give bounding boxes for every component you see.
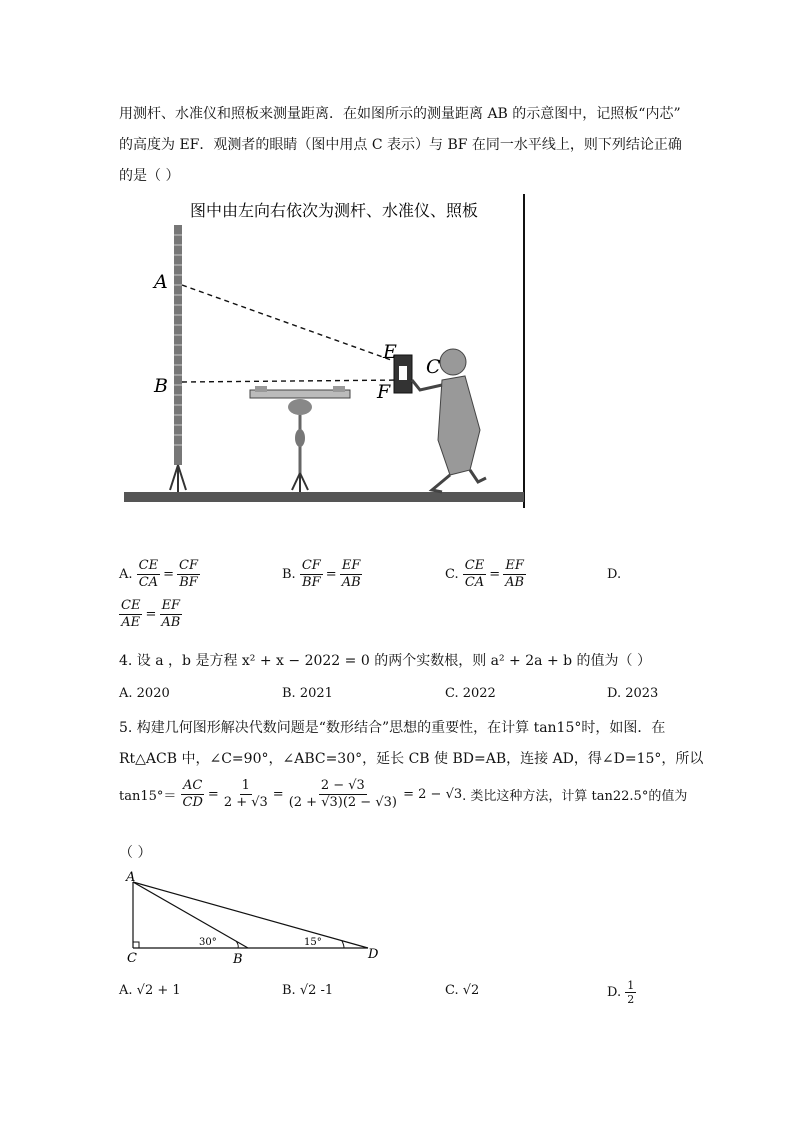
q3-text-line2: 的高度为 EF．观测者的眼睛（图中用点 C 表示）与 BF 在同一水平线上，则下列结论正确: [119, 137, 682, 153]
label-C: C: [426, 356, 441, 378]
q5-formula-line: tan15°＝ $\frac{AC}{CD}$ = $\frac{1}{2 + √3}$ = $\frac{2 - √3}{(2 + √3)(2 - √3)}$ = 2 − √3. 类比这种方法，计算 tan22.5°的值为: [119, 778, 688, 810]
tri-label-A: A: [126, 870, 136, 885]
q4-option-b: B. 2021: [282, 686, 333, 701]
q4-option-a: A. 2020: [119, 686, 170, 701]
q3-option-c: C. $\frac{CE}{CA}$ = $\frac{EF}{AB}$: [445, 558, 525, 590]
ground: [124, 492, 524, 502]
sight-line-bf: [182, 380, 405, 382]
label-E: E: [383, 341, 397, 363]
observer-figure: [412, 349, 486, 492]
figure-caption: 图中由左向右依次为测杆、水准仪、照板: [190, 201, 479, 220]
sight-line-ae: [182, 285, 405, 365]
q5-option-b: B. √2 -1: [282, 983, 334, 998]
q4-option-c: C. 2022: [445, 686, 496, 701]
q3-option-b: B. $\frac{CF}{BF}$ = $\frac{EF}{AB}$: [282, 558, 361, 590]
q3-option-d: $\frac{CE}{AE}$ = $\frac{EF}{AB}$: [121, 598, 181, 630]
q5-option-a: A. √2 + 1: [119, 983, 181, 998]
board-inner-core: [399, 366, 407, 380]
label-A: A: [154, 271, 168, 293]
segment-ad: [133, 882, 368, 948]
q3-option-d-letter: D.: [607, 567, 622, 582]
segment-ab: [133, 882, 248, 948]
q5-option-c: C. √2: [445, 983, 480, 998]
q3-figure: [120, 190, 530, 515]
label-B: B: [154, 375, 168, 397]
angle-15-label: 15°: [304, 937, 322, 948]
q5-triangle-figure: [118, 868, 388, 966]
angle-30-label: 30°: [199, 937, 217, 948]
q3-text-line3: 的是（ ）: [119, 168, 180, 184]
q3-option-a: A. $\frac{CE}{CA}$ = $\frac{CF}{BF}$: [119, 558, 198, 590]
q5-answer-paren: （ ）: [119, 845, 152, 861]
pole-tripod: [170, 465, 186, 492]
level-instrument: [250, 386, 350, 492]
right-angle-mark: [133, 942, 139, 948]
tri-label-C: C: [127, 951, 137, 966]
tri-label-B: B: [233, 952, 243, 966]
q5-text-line1: 5. 构建几何图形解决代数问题是“数形结合”思想的重要性，在计算 tan15°时，如图．在: [119, 720, 666, 736]
label-F: F: [377, 381, 391, 403]
q3-text-line1: 用测杆、水准仪和照板来测量距离．在如图所示的测量距离 AB 的示意图中，记照板“内芯”: [119, 106, 681, 122]
tri-label-D: D: [368, 947, 379, 962]
q5-text-line2: Rt△ACB 中，∠C=90°，∠ABC=30°，延长 CB 使 BD=AB，连接 AD，得∠D=15°，所以: [119, 751, 704, 767]
angle-15-arc: [342, 941, 344, 948]
q5-option-d: D. $\frac{1}{2}$: [607, 979, 635, 1006]
q4-text: 4. 设 a ，b 是方程 x² + x − 2022 = 0 的两个实数根，则 a² + 2a + b 的值为（ ）: [119, 653, 651, 669]
q4-option-d: D. 2023: [607, 686, 659, 701]
